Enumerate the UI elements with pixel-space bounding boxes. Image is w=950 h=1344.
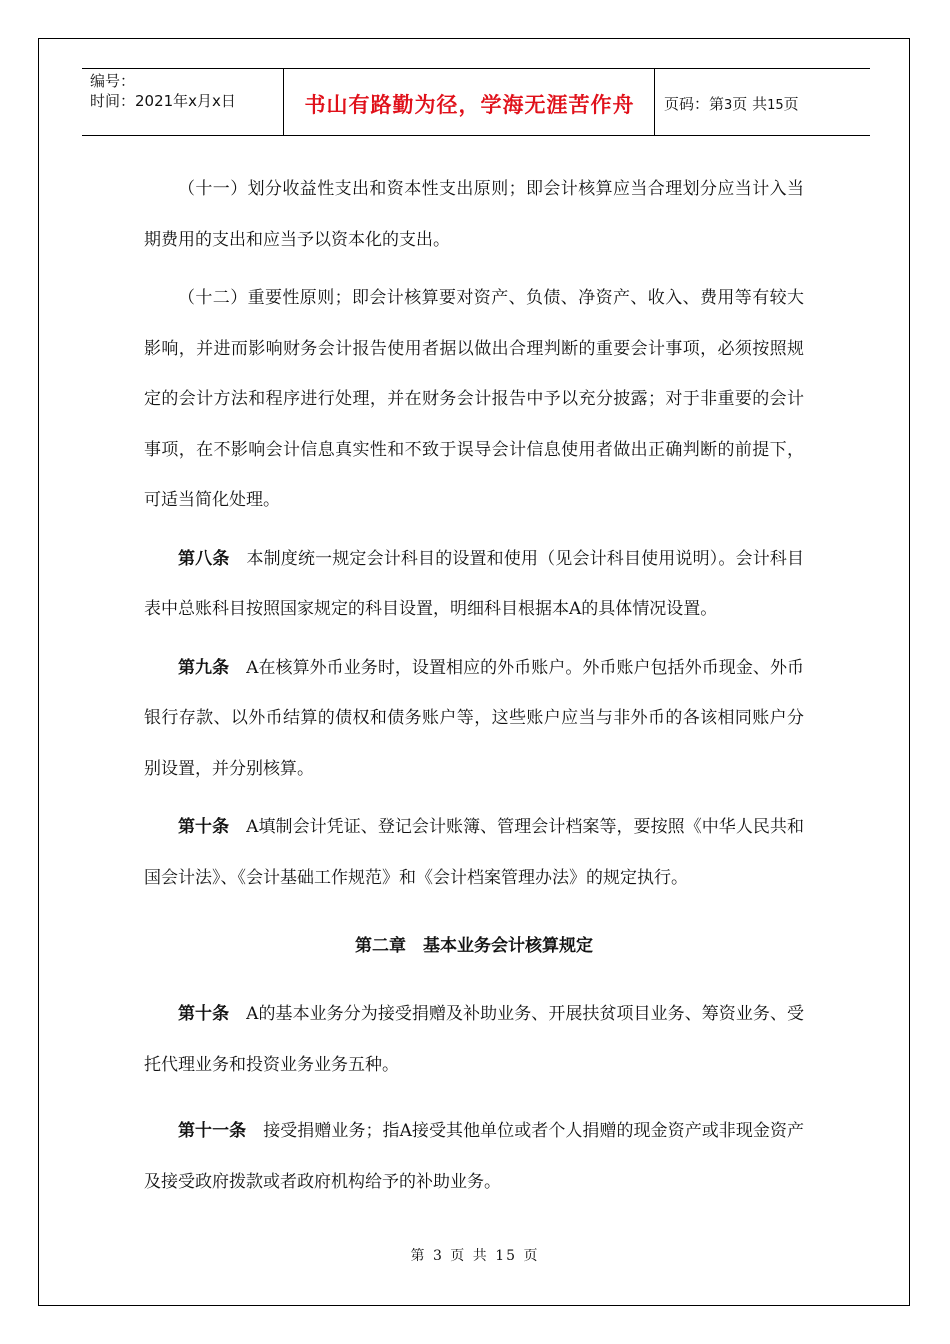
header-divider [283,69,284,135]
page-middle: 页 共 [732,95,768,113]
article-paragraph [144,1106,804,1207]
article-number: 第八条 [178,548,230,569]
header-page-number [664,93,799,114]
number-label: 编号： [90,72,136,90]
paragraph-text: A的基本业务分为接受捐赠及补助业务、开展扶贫项目业务、筹资业务、受托代理业务和投资业务业务五种。 [144,1004,805,1075]
paragraph [144,164,804,265]
paragraph-text: A在核算外币业务时，设置相应的外币账户。外币账户包括外币现金、外币银行存款、以外币结算的债权和债务账户等，这些账户应当与非外币的各该相同账户分别设置，并分别核算。 [144,657,805,779]
time-label: 时间：2021年x月x日 [90,92,236,110]
paragraph-text: 接受捐赠业务；指A接受其他单位或者个人捐赠的现金资产或非现金资产及接受政府拨款或者政府机构给予的补助业务。 [144,1121,805,1192]
page-end: 页 [783,95,799,113]
paragraph-text: （十二）重要性原则；即会计核算要对资产、负债、净资产、收入、费用等有较大影响，并进而影响财务会计报告使用者据以做出合理判断的重要会计事项，必须按照规定的会计方法和程序进行处理，并在财务会计报告中予以充分披露；对于非重要的会计事项，在不影响会计信息真实性和不致于误导会计信息使用者做出正确判断的前提下，可适当简化处理。 [144,288,804,510]
page-footer: 第 3 页 共 15 页 [410,1248,540,1264]
paragraph [144,273,804,526]
paragraph-text: A填制会计凭证、登记会计账簿、管理会计档案等，要按照《中华人民共和国会计法》、《会计基础工作规范》和《会计档案管理办法》的规定执行。 [144,817,805,888]
article-number: 第十一条 [178,1121,247,1141]
article-paragraph [144,643,804,795]
page-total: 15 [767,98,784,113]
header-motto: 书山有路勤为径，学海无涯苦作舟 [304,93,635,117]
chapter-title: 第二章 基本业务会计核算规定 [355,936,593,956]
document-body [144,164,804,1207]
article-paragraph [144,989,804,1090]
article-paragraph [144,802,804,903]
article-number: 第十条 [178,1004,230,1024]
header-meta [90,71,236,111]
page-label: 页码：第 [664,95,725,113]
article-paragraph [144,534,804,635]
document-header [82,68,870,136]
paragraph-text: （十一）划分收益性支出和资本性支出原则；即会计核算应当合理划分应当计入当期费用的支出和应当予以资本化的支出。 [144,179,804,250]
header-divider [654,69,655,135]
page-current: 3 [724,98,733,113]
article-number: 第九条 [178,657,230,678]
paragraph-text: 本制度统一规定会计科目的设置和使用（见会计科目使用说明）。会计科目表中总账科目按照国家规定的科目设置，明细科目根据本A的具体情况设置。 [144,548,805,619]
article-number: 第十条 [178,817,230,837]
